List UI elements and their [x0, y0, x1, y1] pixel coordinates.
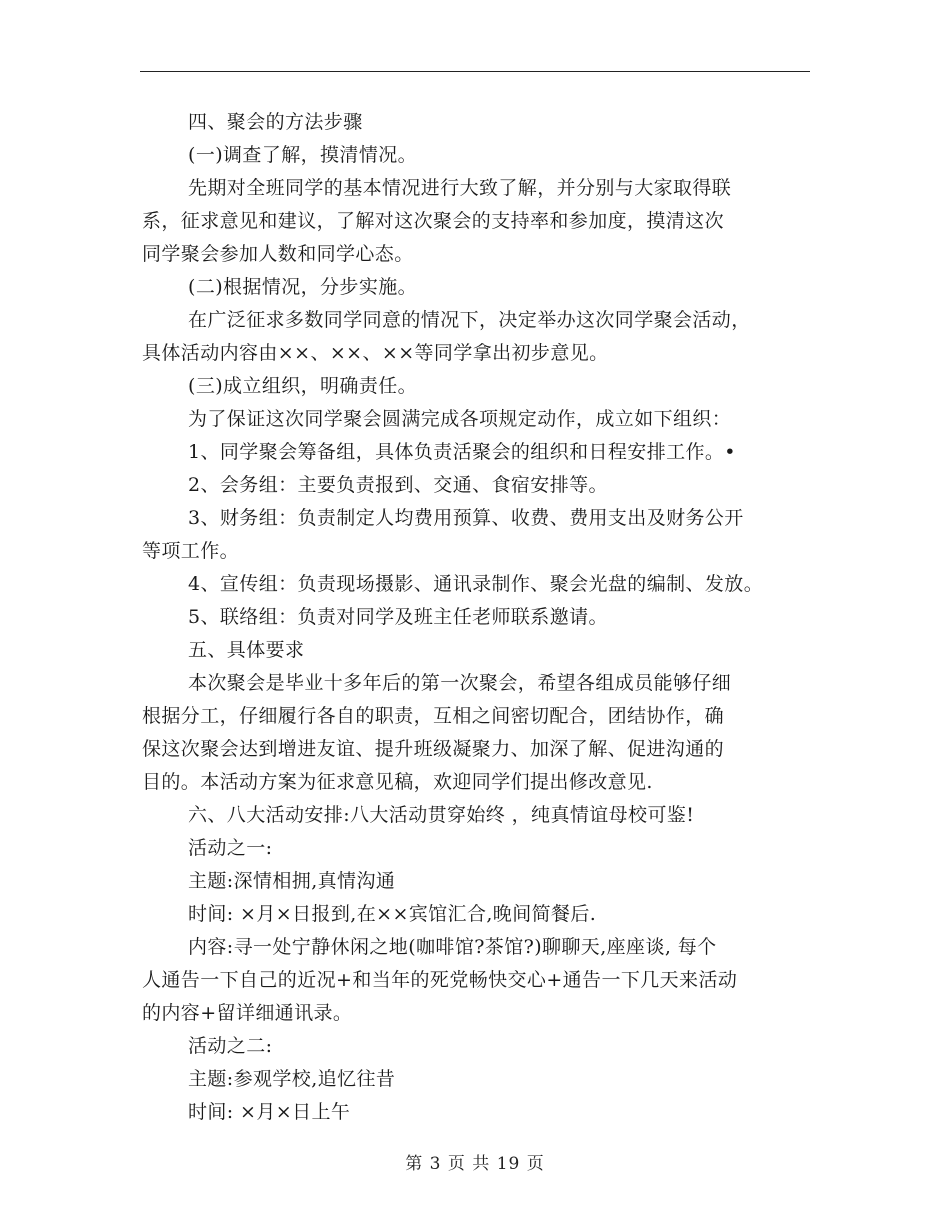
text-line: (三)成立组织，明确责任。	[188, 375, 418, 397]
text-line: 六、八大活动安排:八大活动贯穿始终 ，纯真情谊母校可鉴!	[188, 804, 695, 826]
text-line: 同学聚会参加人数和同学心态。	[142, 243, 414, 265]
text-line: 4、宣传组：负责现场摄影、通讯录制作、聚会光盘的编制、发放。	[188, 573, 764, 595]
text-line: 内容:寻一处宁静休闲之地(咖啡馆?茶馆?)聊聊天,座座谈, 每个	[188, 936, 717, 958]
text-line: (二)根据情况，分步实施。	[188, 276, 418, 298]
text-line: 保这次聚会达到增进友谊、提升班级凝聚力、加深了解、促进沟通的	[142, 738, 725, 760]
text-line: 主题:参观学校,追忆往昔	[188, 1068, 396, 1090]
text-line: 1、同学聚会筹备组，具体负责活聚会的组织和日程安排工作。•	[188, 441, 736, 463]
text-line: (一)调查了解，摸清情况。	[188, 144, 418, 166]
text-line: 时间: ×月×日上午	[188, 1101, 351, 1123]
text-line: 人通告一下自己的近况+和当年的死党畅快交心+通告一下几天来活动	[142, 969, 738, 991]
text-line: 2、会务组：主要负责报到、交通、食宿安排等。	[188, 474, 608, 496]
text-line: 四、聚会的方法步骤	[188, 111, 363, 133]
text-line: 目的。本活动方案为征求意见稿，欢迎同学们提出修改意见.	[142, 771, 653, 793]
text-line: 在广泛征求多数同学同意的情况下，决定举办这次同学聚会活动，	[188, 309, 751, 331]
text-line: 主题:深情相拥,真情沟通	[188, 870, 396, 892]
header-rule	[140, 71, 810, 72]
page-number-footer: 第 3 页 共 19 页	[405, 1154, 545, 1174]
text-line: 的内容+留详细通讯录。	[142, 1002, 353, 1024]
text-line: 五、具体要求	[188, 639, 305, 661]
text-line: 3、财务组：负责制定人均费用预算、收费、费用支出及财务公开	[188, 507, 744, 529]
text-line: 活动之二:	[188, 1035, 273, 1057]
text-line: 具体活动内容由××、××、××等同学拿出初步意见。	[142, 342, 609, 364]
text-line: 根据分工，仔细履行各自的职责，互相之间密切配合，团结协作，确	[142, 705, 725, 727]
text-line: 时间: ×月×日报到,在××宾馆汇合,晚间简餐后.	[188, 903, 597, 925]
text-line: 活动之一:	[188, 837, 273, 859]
document-body	[142, 106, 822, 1129]
text-line: 本次聚会是毕业十多年后的第一次聚会，希望各组成员能够仔细	[188, 672, 732, 694]
text-line: 系，征求意见和建议，了解对这次聚会的支持率和参加度，摸清这次	[142, 210, 725, 232]
text-line: 等项工作。	[142, 540, 240, 562]
text-line: 5、联络组：负责对同学及班主任老师联系邀请。	[188, 606, 608, 628]
text-line: 为了保证这次同学聚会圆满完成各项规定动作，成立如下组织：	[188, 408, 732, 430]
text-line: 先期对全班同学的基本情况进行大致了解，并分别与大家取得联	[188, 177, 732, 199]
